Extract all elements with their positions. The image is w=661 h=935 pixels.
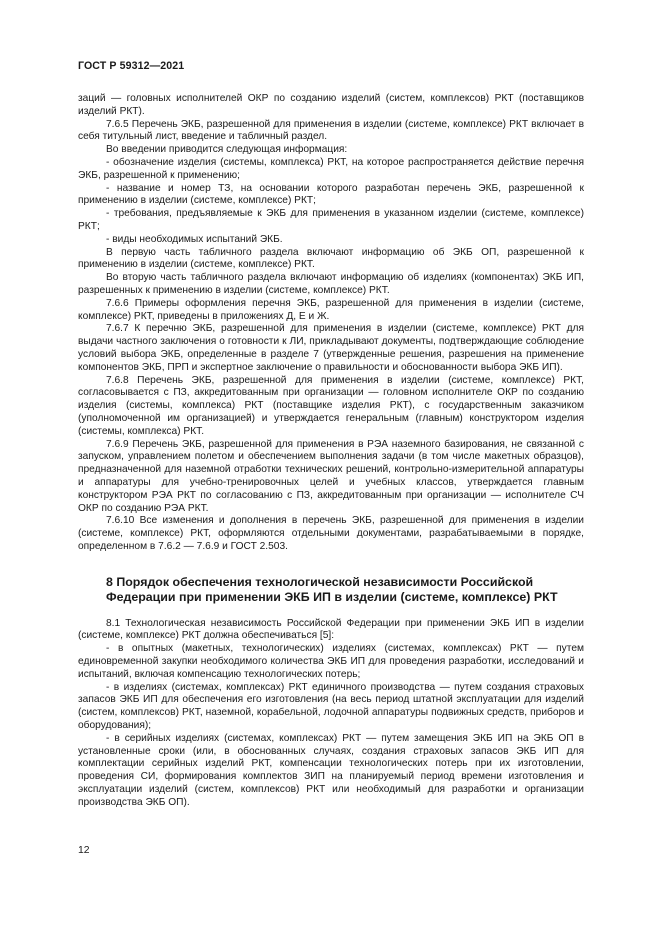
document-body	[78, 93, 584, 810]
list-item: - в опытных (макетных, технологических) изделиях (системах, комплексах) РКТ — путем единовременной закупки необходимого количества ЭКБ ИП для проведения разработки, исследований и испытаний, включая компенсацию технологических потерь;	[78, 643, 584, 680]
list-item: - название и номер ТЗ, на основании которого разработан перечень ЭКБ, разрешенной к применению в изделии (системе, комплексе) РКТ;	[78, 182, 584, 207]
list-item: - в изделиях (системах, комплексах) РКТ единичного производства — путем создания страховых запасов ЭКБ ИП для обеспечения его изготовления (на весь период штатной эксплуатации для изделий (систем, комплексов) РКТ, наземной, корабельной, лодочной аппаратуры подвижных средств, приборов и оборудования);	[78, 681, 584, 732]
list-item: - в серийных изделиях (системах, комплексах) РКТ — путем замещения ЭКБ ИП на ЭКБ ОП в установленные сроки (или, в обоснованных случаях, создания страховых запасов ЭКБ ИП для комплектации серийных изделий РКТ, компенсации технологических потерь при их изготовлении, проведения СИ, формирования комплектов ЗИП на планируемый период времени изготовления и эксплуатации изделий (систем, комплексов) РКТ или необходимый для разработки и организации производства ЭКБ ОП).	[78, 732, 584, 808]
list-item: - обозначение изделия (системы, комплекса) РКТ, на которое распространяется действие перечня ЭКБ, разрешенной к применению;	[78, 156, 584, 181]
list-item: - требования, предъявляемые к ЭКБ для применения в указанном изделии (системе, комплексе) РКТ;	[78, 208, 584, 232]
paragraph: Во вторую часть табличного раздела включают информацию об изделиях (компонентах) ЭКБ ИП, разрешенных к применению в изделии (системе, комплексе) РКТ.	[78, 272, 584, 296]
list-item: - виды необходимых испытаний ЭКБ.	[106, 233, 283, 245]
section-heading	[78, 575, 584, 606]
paragraph: 8.1 Технологическая независимость Российской Федерации при применении ЭКБ ИП в изделии (системе, комплексе) РКТ должна обеспечиваться [5]:	[78, 617, 584, 642]
paragraph: 7.6.9 Перечень ЭКБ, разрешенной для применения в РЭА наземного базирования, не связанной с запуском, управлением полетом и обеспечением выполнения задачи (в том числе макетных образцов), предназначенной для наземной отработки технических решений, контрольно-измерительной аппаратуры и аппаратуры для учебно-тренировочных целей и учебных классов, утверждается главным конструктором РЭА РКТ по согласованию с ПЗ, аккредитованным при организации — исполнителе СЧ ОКР по созданию РЭА РКТ.	[78, 438, 584, 514]
paragraph: 7.6.6 Примеры оформления перечня ЭКБ, разрешенной для применения в изделии (системе, комплексе) РКТ, приведены в приложениях Д, Е и Ж.	[78, 297, 584, 322]
page-header: ГОСТ Р 59312—2021	[78, 60, 185, 72]
page-number: 12	[78, 845, 90, 856]
paragraph: 7.6.8 Перечень ЭКБ, разрешенной для применения в изделии (системе, комплексе) РКТ, согласовывается с ПЗ, аккредитованным при организации — головном исполнителе ОКР по созданию изделия (системы, комплекса) РКТ (поставщике изделия РКТ), с государственным заказчиком (уполномоченной им организацией) и утверждается генеральным (главным) конструктором изделия (системы, комплекса) РКТ.	[78, 374, 584, 437]
paragraph: 7.6.5 Перечень ЭКБ, разрешенной для применения в изделии (системе, комплексе) РКТ включает в себя титульный лист, введение и табличный раздел.	[78, 118, 584, 143]
paragraph: В первую часть табличного раздела включают информацию об ЭКБ ОП, разрешенной к применению в изделии (системе, комплексе) РКТ.	[78, 246, 584, 271]
paragraph: 7.6.7 К перечню ЭКБ, разрешенной для применения в изделии (системе, комплексе) РКТ для выдачи частного заключения о готовности к ЛИ, прикладывают документы, подтверждающие соблюдение условий выбора ЭКБ, определенные в разделе 7 (утвержденные решения, разрешения на применение компонентов ЭКБ, ПРП и экспертное заключение о правильности и обоснованности выбора ЭКБ ИП).	[78, 323, 584, 373]
section-heading-line: Федерации при применении ЭКБ ИП в изделии (системе, комплексе) РКТ	[106, 590, 558, 605]
paragraph: 7.6.10 Все изменения и дополнения в перечень ЭКБ, разрешенной для применения в изделии (системе, комплексе) РКТ, оформляются отдельными документами, разрабатываемыми в порядке, определенном в 7.6.2 — 7.6.9 и ГОСТ 2.503.	[78, 515, 584, 552]
paragraph: заций — головных исполнителей ОКР по созданию изделий (систем, комплексов) РКТ (поставщиков изделий РКТ).	[78, 93, 584, 117]
paragraph: Во введении приводится следующая информация:	[106, 144, 348, 156]
section-heading-line: 8 Порядок обеспечения технологической независимости Российской	[106, 574, 534, 589]
